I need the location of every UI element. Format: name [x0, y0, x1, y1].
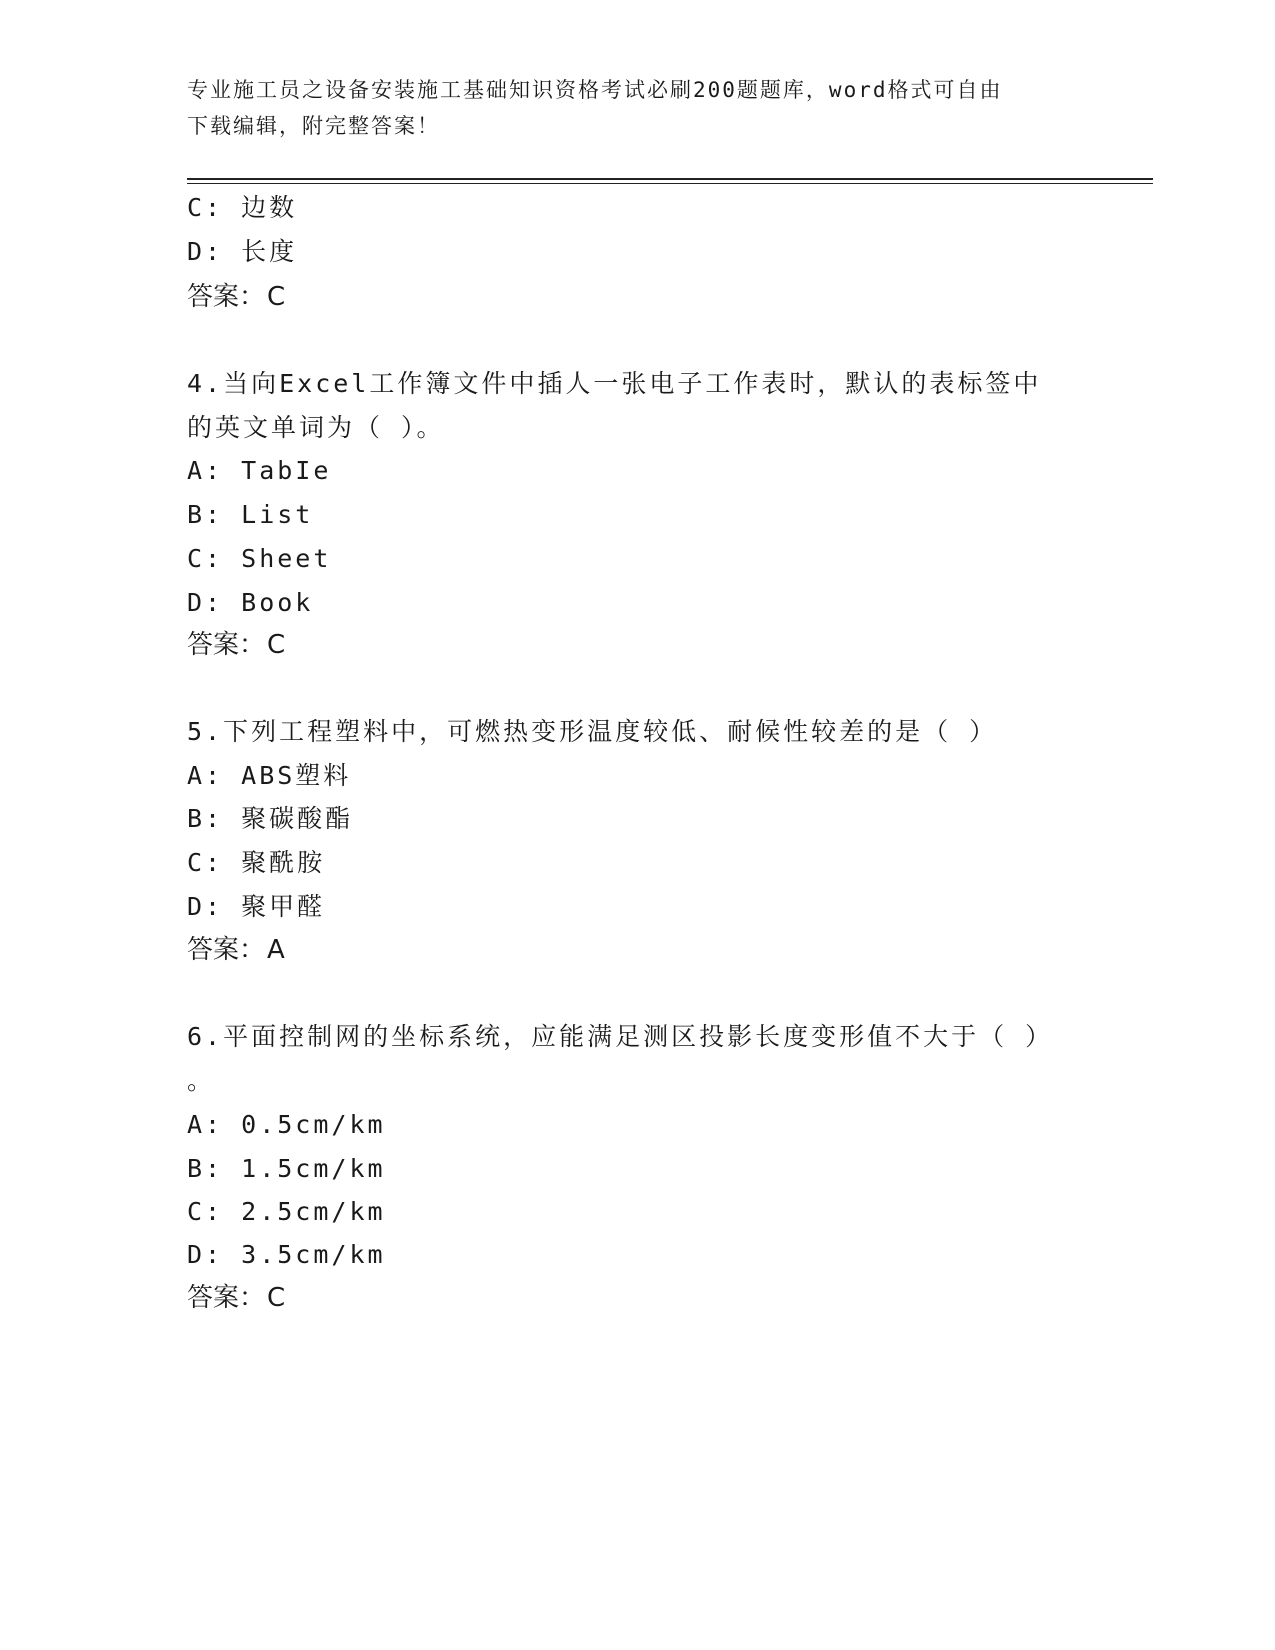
q5-option-b: B: 聚碳酸酯 — [187, 804, 354, 833]
q4-stem-line-2: 的英文单词为（ ）。 — [187, 413, 445, 442]
q5-stem-line-1: 5.下列工程塑料中，可燃热变形温度较低、耐候性较差的是（ ） — [187, 717, 998, 746]
q5-option-a: A: ABS塑料 — [187, 761, 352, 790]
q5-option-d: D: 聚甲醛 — [187, 892, 326, 921]
q6-stem-line-1: 6.平面控制网的坐标系统，应能满足测区投影长度变形值不大于（ ） — [187, 1022, 1054, 1051]
answer-label: 答案： — [187, 630, 266, 660]
q6-option-d: D: 3.5cm/km — [187, 1240, 386, 1269]
q4-option-c: C: Sheet — [187, 544, 332, 573]
q3-option-d: D: 长度 — [187, 237, 298, 266]
q4-answer — [187, 628, 285, 662]
q4-option-d: D: Book — [187, 588, 314, 617]
header-title-line-1: 专业施工员之设备安装施工基础知识资格考试必刷200题题库，word格式可自由 — [187, 78, 1003, 102]
q5-answer — [187, 933, 285, 967]
header-divider-thick — [187, 178, 1153, 180]
q6-answer — [187, 1281, 285, 1315]
q6-option-b: B: 1.5cm/km — [187, 1154, 386, 1183]
answer-value: A — [267, 935, 285, 965]
q6-stem-line-2: 。 — [187, 1066, 216, 1095]
answer-label: 答案： — [187, 935, 266, 965]
q3-option-c: C: 边数 — [187, 193, 298, 222]
q6-option-c: C: 2.5cm/km — [187, 1197, 386, 1226]
q5-option-c: C: 聚酰胺 — [187, 848, 326, 877]
answer-value: C — [267, 282, 286, 312]
q4-option-b: B: List — [187, 500, 314, 529]
q3-answer — [187, 280, 285, 314]
q4-option-a: A: TabIe — [187, 456, 332, 485]
header-title-line-2: 下载编辑，附完整答案！ — [187, 114, 440, 138]
q4-stem-line-1: 4.当向Excel工作簿文件中插人一张电子工作表时，默认的表标签中 — [187, 369, 1042, 398]
q6-option-a: A: 0.5cm/km — [187, 1110, 386, 1139]
answer-value: C — [267, 630, 286, 660]
answer-value: C — [267, 1283, 286, 1313]
answer-label: 答案： — [187, 282, 266, 312]
header-divider-thin — [187, 183, 1153, 184]
document-header — [187, 72, 1087, 144]
answer-label: 答案： — [187, 1283, 266, 1313]
